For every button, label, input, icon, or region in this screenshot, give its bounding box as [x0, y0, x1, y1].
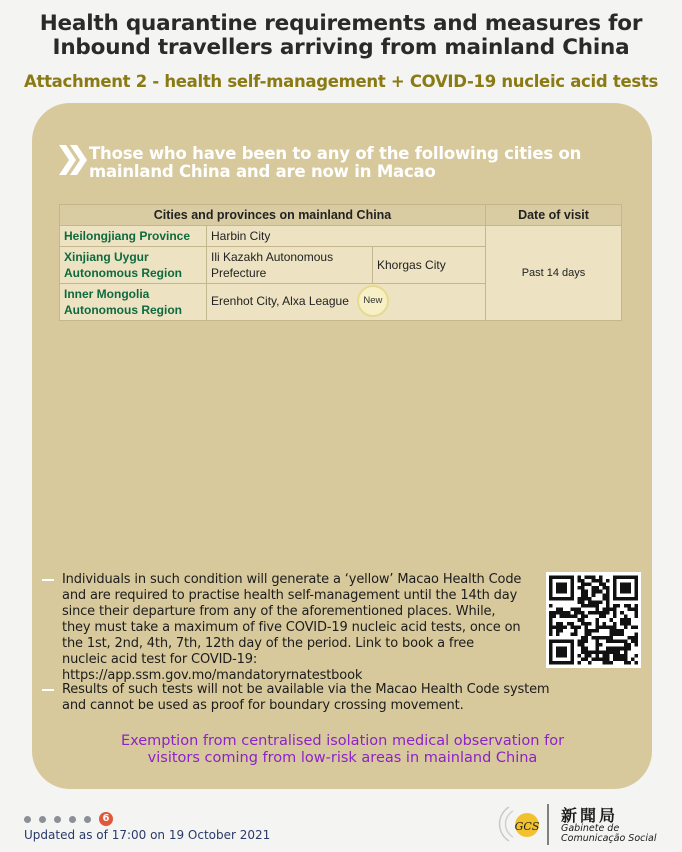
city-name: Erenhot City, Alxa League: [211, 294, 349, 309]
city-cell: Ili Kazakh Autonomous Prefecture: [207, 247, 373, 284]
table-row: [60, 226, 622, 247]
subcity-cell: Khorgas City: [373, 247, 486, 284]
logo-portuguese-name: [561, 824, 656, 844]
gcs-logo-icon: [497, 801, 549, 847]
date-of-visit-cell: Past 14 days: [486, 226, 622, 321]
panel-heading-line-2: mainland China and are now in Macao: [89, 162, 436, 181]
qr-code-graphic: [549, 575, 638, 665]
qr-code[interactable]: [546, 572, 641, 668]
logo-pt-line-2: Comunicação Social: [561, 833, 657, 844]
current-page-badge[interactable]: 6: [99, 812, 113, 826]
dash-icon: [42, 689, 54, 691]
bullet-item: [42, 572, 522, 684]
cities-table: [59, 204, 622, 321]
bullet-text: Results of such tests will not be available via the Macao Health Code system and cannot be used as proof for boundary crossing movement.: [62, 682, 550, 713]
panel-heading: [89, 145, 649, 181]
city-cell: Harbin City: [207, 226, 486, 247]
new-badge: New: [357, 285, 389, 317]
exemption-line-1: Exemption from centralised isolation medical observation for: [120, 733, 565, 749]
page-subtitle: Attachment 2 - health self-management + COVID-19 nucleic acid tests: [24, 72, 658, 91]
title-line-2: Inbound travellers arriving from mainland China: [52, 35, 630, 60]
logo-chinese-name: 新聞局: [561, 806, 619, 825]
title-line-1: Health quarantine requirements and measures for: [39, 11, 643, 36]
province-cell: Heilongjiang Province: [60, 226, 207, 247]
province-cell: Inner Mongolia Autonomous Region: [60, 284, 207, 321]
double-chevron-icon: [57, 143, 87, 177]
province-cell: Xinjiang Uygur Autonomous Region: [60, 247, 207, 284]
logo-pt-line-1: Gabinete de: [561, 823, 620, 834]
panel-heading-line-1: Those who have been to any of the following cities on: [89, 144, 582, 163]
exemption-note: [80, 733, 605, 767]
page-dot[interactable]: [24, 816, 31, 823]
page-dot[interactable]: [54, 816, 61, 823]
table-header-row: [60, 205, 622, 226]
page-dot[interactable]: [39, 816, 46, 823]
bullet-item: [42, 682, 552, 714]
page-dot[interactable]: [84, 816, 91, 823]
page-dot[interactable]: [69, 816, 76, 823]
page-title: [0, 12, 682, 60]
dash-icon: [42, 579, 54, 581]
header-cities: Cities and provinces on mainland China: [60, 205, 486, 226]
exemption-line-2: visitors coming from low-risk areas in mainland China: [147, 750, 538, 766]
header-date-of-visit: Date of visit: [486, 205, 622, 226]
bullet-text: Individuals in such condition will generate a ‘yellow’ Macao Health Code and are required to practise health self-management until the 14th day since their departure from any of the aforementioned places. While, they must take a maximum of five COVID-19 nucleic acid tests, once on the 1st, 2nd, 4th, 7th, 12th day of the period. Link to book a free nucleic acid test for COVID-19: https://app.ssm.gov.mo/mandatoryrnatestbook: [62, 572, 522, 683]
page-indicator: [24, 812, 113, 826]
updated-timestamp: Updated as of 17:00 on 19 October 2021: [24, 828, 271, 842]
logo-abbrev: GCS: [514, 820, 540, 833]
city-cell: [207, 284, 486, 321]
